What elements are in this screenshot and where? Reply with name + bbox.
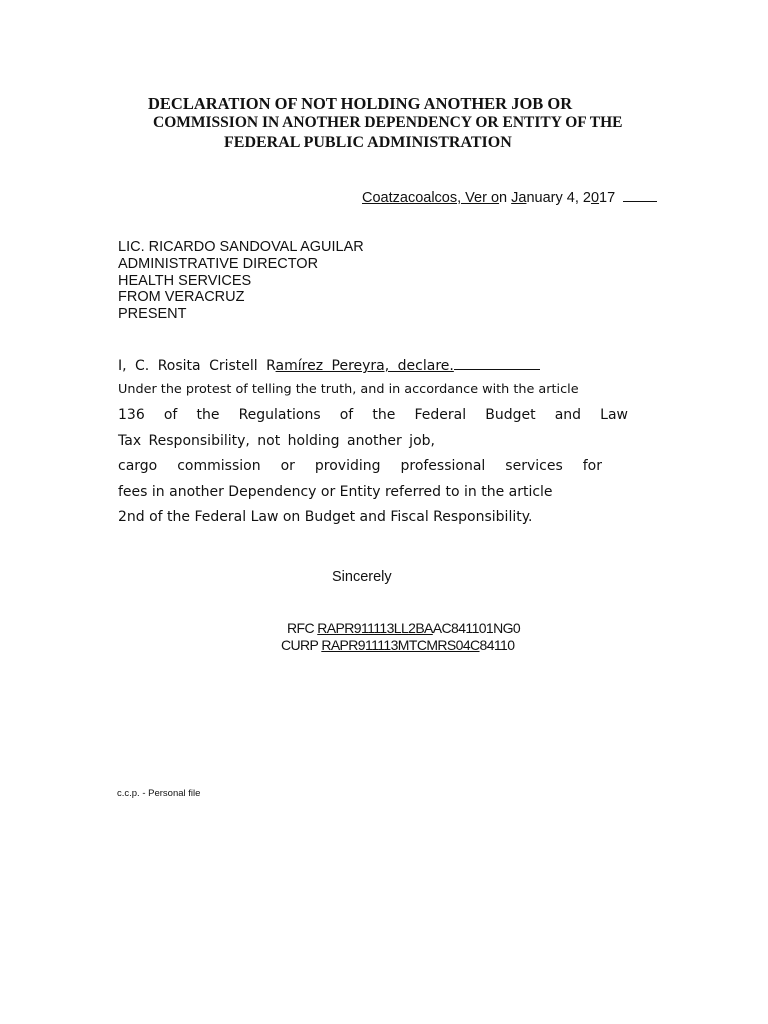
declarant-underlined: amírez Pereyra, declare.	[275, 358, 454, 374]
rfc-rest: AC841101NG0	[432, 620, 521, 636]
place-date-part: nuary 4, 2	[526, 190, 591, 206]
curp-line	[281, 637, 514, 653]
body-line-136: 136 of the Regulations of the Federal Budget and Law	[118, 407, 628, 423]
document-title-line-3: FEDERAL PUBLIC ADMINISTRATION	[224, 134, 512, 151]
addressee-position: ADMINISTRATIVE DIRECTOR	[118, 255, 319, 272]
place-date-part: Coatzacoalcos, Ver	[362, 190, 491, 206]
curp-underlined: RAPR911113MTCMRS04C	[321, 637, 480, 653]
body-line-cargo: cargo commission or providing professional services for	[118, 458, 602, 474]
addressee-block	[118, 239, 364, 323]
document-title-line-2: COMMISSION IN ANOTHER DEPENDENCY OR ENTITY OF THE	[153, 114, 623, 131]
date-blank-line	[623, 189, 657, 202]
place-date-part: o	[490, 190, 500, 206]
place-and-date	[362, 189, 657, 206]
curp-rest: 84110	[479, 637, 515, 653]
declarant-blank-line	[454, 357, 540, 370]
carbon-copy-note: c.c.p. - Personal file	[117, 788, 201, 799]
addressee-state: FROM VERACRUZ	[118, 289, 245, 306]
addressee-name: LIC. RICARDO SANDOVAL AGUILAR	[118, 239, 364, 255]
place-date-part: Ja	[511, 190, 527, 206]
place-date-part: n	[499, 190, 512, 206]
document-title-line-1: DECLARATION OF NOT HOLDING ANOTHER JOB OR	[148, 94, 573, 113]
body-line-tax: Tax Responsibility, not holding another job,	[118, 433, 435, 449]
body-line-2nd: 2nd of the Federal Law on Budget and Fiscal Responsibility.	[118, 509, 533, 525]
rfc-line	[287, 620, 520, 636]
body-line-fees: fees in another Dependency or Entity referred to in the article	[118, 484, 553, 500]
rfc-label: RFC	[287, 620, 318, 636]
protest-line: Under the protest of telling the truth, and in accordance with the article	[118, 382, 579, 397]
addressee-department: HEALTH SERVICES	[118, 272, 252, 289]
declarant-line	[118, 357, 540, 374]
place-date-part: 0	[590, 190, 600, 206]
sincerely-closing: Sincerely	[332, 569, 392, 585]
place-date-part: 17	[599, 190, 616, 206]
addressee-closing: PRESENT	[118, 306, 187, 323]
rfc-underlined: RAPR911113LL2BA	[317, 620, 433, 636]
curp-label: CURP	[281, 637, 322, 653]
declarant-prefix: I, C. Rosita Cristell R	[118, 358, 276, 374]
